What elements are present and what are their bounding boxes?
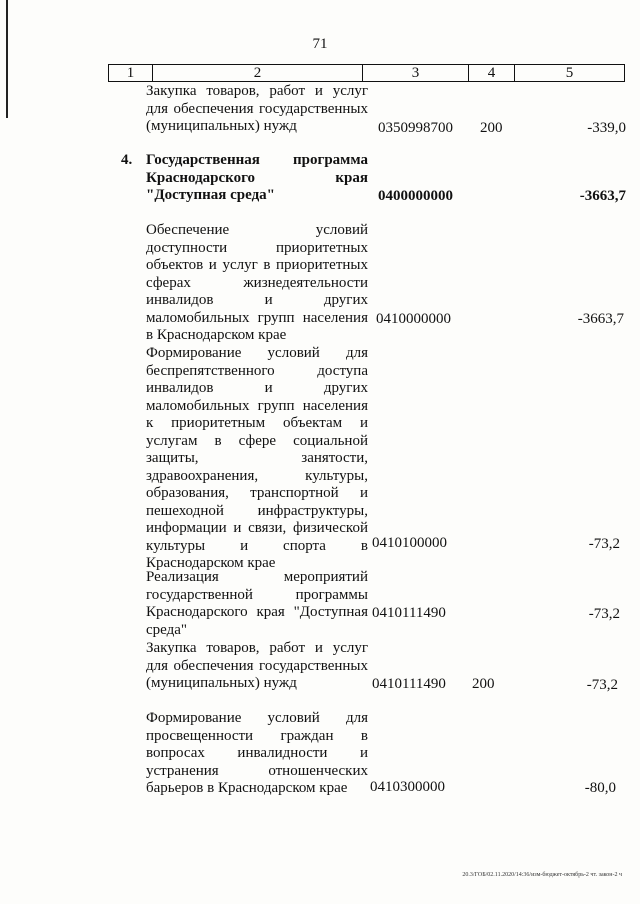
footer-stamp: 20.3/ГОБ/02.11.2020/14:36/изм-бюджет-октябрь-2 чт. закон-2 ч: [462, 872, 622, 878]
row-value: -3663,7: [577, 311, 624, 327]
header-col-4: 4: [469, 65, 515, 81]
row-description: Закупка товаров, работ и услуг для обеспечения государственных (муниципальных) нужд: [146, 640, 368, 691]
row-value: -3663,7: [579, 188, 626, 204]
row-value: -80,0: [584, 780, 616, 796]
header-col-5: 5: [565, 65, 574, 81]
row-description: Закупка товаров, работ и услуг для обеспечения государственных (муниципальных) нужд: [146, 83, 368, 134]
row-description: Реализация мероприятий государственной программы Краснодарского края "Доступная среда": [146, 569, 368, 638]
row-code: 0400000000: [378, 188, 453, 204]
table-header: [108, 64, 625, 82]
header-col-3: 3: [363, 65, 469, 81]
header-col-2: 2: [153, 65, 363, 81]
header-col-1: 1: [109, 65, 153, 81]
row-value: -73,2: [588, 606, 620, 622]
row-code: 0410300000: [370, 779, 445, 795]
row-code: 0410000000: [376, 311, 451, 327]
row-type: 200: [480, 120, 503, 136]
row-value: -73,2: [588, 536, 620, 552]
row-description: Формирование условий для беспрепятственного доступа инвалидов и других маломобильных групп населения к приоритетным объектам и услугам в сфере социальной защиты, занятости, здравоохранения, культуры, образования, транспортной и пешеходной инфраструктуры, информации и связи, физической культуры и спорта в Краснодарском крае: [146, 345, 368, 571]
page-edge-line: [6, 0, 8, 118]
row-description: Обеспечение условий доступности приоритетных объектов и услуг в приоритетных сферах жизнедеятельности инвалидов и других маломобильных групп населения в Краснодарском крае: [146, 222, 368, 343]
row-code: 0410111490: [372, 605, 446, 621]
row-description: Государственная программа Краснодарского края "Доступная среда": [146, 152, 368, 203]
row-value: -73,2: [586, 677, 618, 693]
row-value: -339,0: [587, 120, 626, 136]
row-code: 0410111490: [372, 676, 446, 692]
row-code: 0350998700: [378, 120, 453, 136]
row-number: 4.: [121, 152, 133, 168]
row-type: 200: [472, 676, 495, 692]
row-code: 0410100000: [372, 535, 447, 551]
row-description: Формирование условий для просвещенности граждан в вопросах инвалидности и устранения отношенческих барьеров в Краснодарском крае: [146, 710, 368, 796]
page-number: 71: [312, 36, 328, 52]
